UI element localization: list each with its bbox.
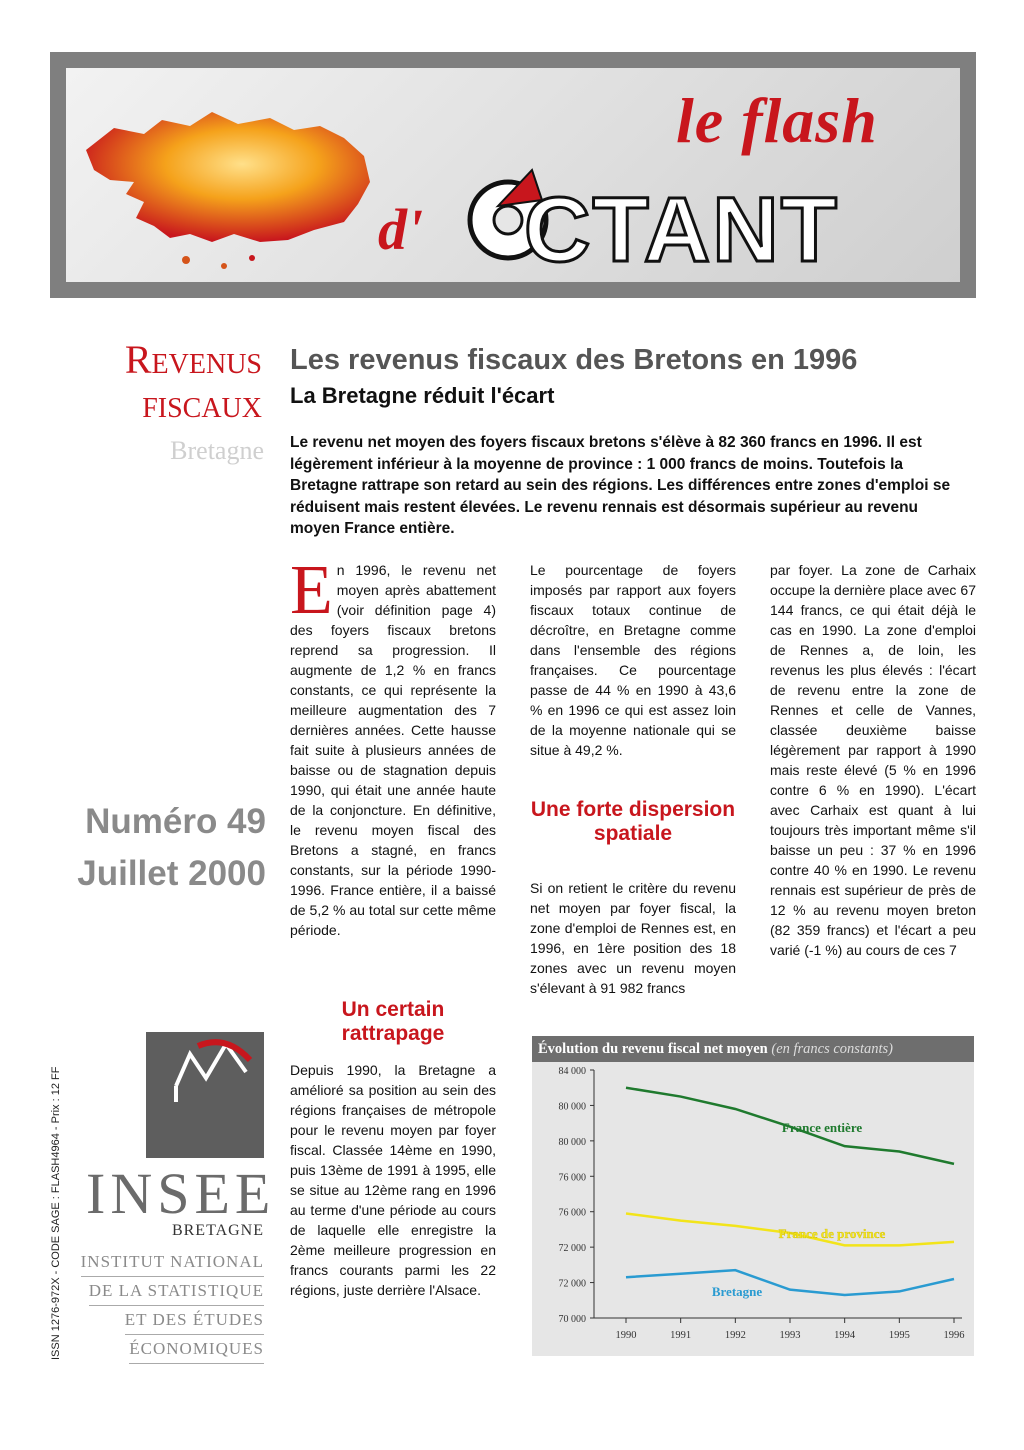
- insee-full-line: ET DES ÉTUDES: [125, 1306, 264, 1335]
- y-tick-label: 72 000: [558, 1243, 586, 1255]
- section-title-dispersion: Une forte dispersion spatiale: [530, 798, 736, 845]
- x-tick-label: 1990: [615, 1330, 637, 1341]
- column-1-paragraph-1: [290, 552, 496, 940]
- issue-info: [40, 796, 266, 900]
- x-tick-label: 1994: [834, 1330, 856, 1341]
- column-1-text: n 1996, le revenu net moyen après abattement (voir définition page 4) des foyers fiscaux bretons reprend sa progression. Il augmente de 1,2 % en francs constants, ce qui représente la meilleure augmentation des 7 dernières années. Cette hausse fait suite à plusieurs années de baisse ou de stagnation depuis 1990, qui était une année haute de la conjoncture. En définitive, le revenu moyen fiscal des Bretons a stagné, en francs constants, sur la période 1990-1996. France entière, il a baissé de 5,2 % au total sur cette même période.: [290, 562, 496, 938]
- masthead-prefix: d': [378, 197, 424, 262]
- series-label-3: Bretagne: [711, 1284, 763, 1299]
- issue-number: Numéro 49: [85, 802, 266, 841]
- drop-cap: E: [290, 552, 333, 629]
- series-line-3: [626, 1270, 954, 1295]
- series-label-1: France entière: [781, 1120, 863, 1135]
- insee-full-line: ÉCONOMIQUES: [129, 1335, 264, 1364]
- x-tick-label: 1992: [724, 1330, 746, 1341]
- income-line-chart: [532, 1062, 974, 1356]
- insee-logo-icon: [146, 1032, 264, 1158]
- column-1-paragraph-2: Depuis 1990, la Bretagne a amélioré sa position au sein des régions françaises de métropole pour le revenu moyen par foyer fiscal. Classée 14ème en 1990, puis 13ème de 1991 à 1995, elle se situe au 12ème rang en 1996 au terme d'une période au cours de laquelle elle enregistre la 2ème meilleure progression en francs courants parmi les 22 régions, juste derrière l'Alsace.: [290, 1062, 496, 1298]
- y-tick-label: 80 000: [558, 1101, 586, 1113]
- insee-full-line: DE LA STATISTIQUE: [89, 1277, 264, 1306]
- rubric-line-1: Revenus: [124, 337, 262, 382]
- insee-full-name: [60, 1248, 264, 1364]
- column-2-paragraph-1: Le pourcentage de foyers imposés par rapport aux foyers fiscaux totaux continue de décroître, en Bretagne comme dans l'ensemble des régions françaises. Ce pourcentage passe de 44 % en 1990 à 43,6 % en 1996 ce qui est assez loin de la moyenne nationale qui se situe à 49,2 %.: [530, 562, 736, 758]
- y-tick-label: 72 000: [558, 1278, 586, 1290]
- article-lead: Le revenu net moyen des foyers fiscaux bretons s'élève à 82 360 francs en 1996. Il est légèrement inférieur à la moyenne de province : 1 000 francs de moins. Toutefois la Bretagne rattrape son retard au sein des régions. Les différences entre zones d'emploi se réduisent mais restent élevées. Le revenu rennais est désormais supérieur au revenu moyen France entière.: [290, 434, 951, 538]
- column-2-paragraph-2: Si on retient le critère du revenu net moyen par foyer fiscal, la zone d'emploi de Rennes est, en 1996, en 1ère position des 18 zones avec un revenu moyen s'élevant à 91 982 francs: [530, 880, 736, 996]
- insee-full-line: INSTITUT NATIONAL: [81, 1248, 264, 1277]
- masthead-octant: CTANT: [524, 179, 839, 281]
- insee-region: BRETAGNE: [171, 1222, 264, 1239]
- article-title: Les revenus fiscaux des Bretons en 1996: [290, 344, 858, 376]
- y-tick-label: 76 000: [558, 1172, 586, 1184]
- series-label-2: France de province: [778, 1226, 886, 1241]
- chart-title-note: (en francs constants): [771, 1041, 893, 1057]
- x-tick-label: 1995: [888, 1330, 910, 1341]
- y-tick-label: 84 000: [558, 1066, 586, 1077]
- x-tick-label: 1991: [670, 1330, 692, 1341]
- insee-name: INSEE: [86, 1161, 276, 1226]
- chart-title-bar: [532, 1036, 974, 1062]
- brittany-map-logo: [74, 90, 384, 290]
- issn-line: ISSN 1276-972X - CODE SAGE : FLASH4964 - Prix : 12 FF: [50, 1066, 62, 1360]
- x-tick-label: 1996: [943, 1330, 965, 1341]
- x-tick-label: 1993: [779, 1330, 801, 1341]
- chart-title: Évolution du revenu fiscal net moyen: [538, 1041, 768, 1057]
- rubric-region: Bretagne: [170, 436, 264, 465]
- article-subtitle: La Bretagne réduit l'écart: [290, 383, 555, 408]
- section-title-rattrapage: Un certain rattrapage: [341, 998, 445, 1045]
- masthead-flash: le flash: [676, 85, 878, 156]
- y-tick-label: 70 000: [558, 1314, 586, 1325]
- rubric-line-2: fiscaux: [142, 381, 262, 426]
- y-tick-label: 76 000: [558, 1207, 586, 1219]
- column-3-paragraph-1: par foyer. La zone de Carhaix occupe la dernière place avec 67 144 francs, ce qui était déjà le cas en 1990. La zone d'emploi de Rennes a, de loin, les revenus les plus élevés : l'écart de revenu entre la zone de Rennes et celle de Vannes, classée deuxième baisse légèrement par rapport à 1990 mais reste élevé (5 % en 1996 contre 6 % en 1990). L'écart avec Carhaix est quant à lui toujours très important même s'il baisse un peu : 37 % en 1996 contre 40 % en 1990. Le revenu rennais est supérieur de près de 12 % au revenu moyen breton (82 359 francs) et l'écart a peu varié (-1 %) au cours de ces 7: [770, 562, 976, 958]
- rubric-title: [112, 338, 262, 426]
- issue-date: Juillet 2000: [77, 854, 266, 893]
- y-tick-label: 80 000: [558, 1136, 586, 1148]
